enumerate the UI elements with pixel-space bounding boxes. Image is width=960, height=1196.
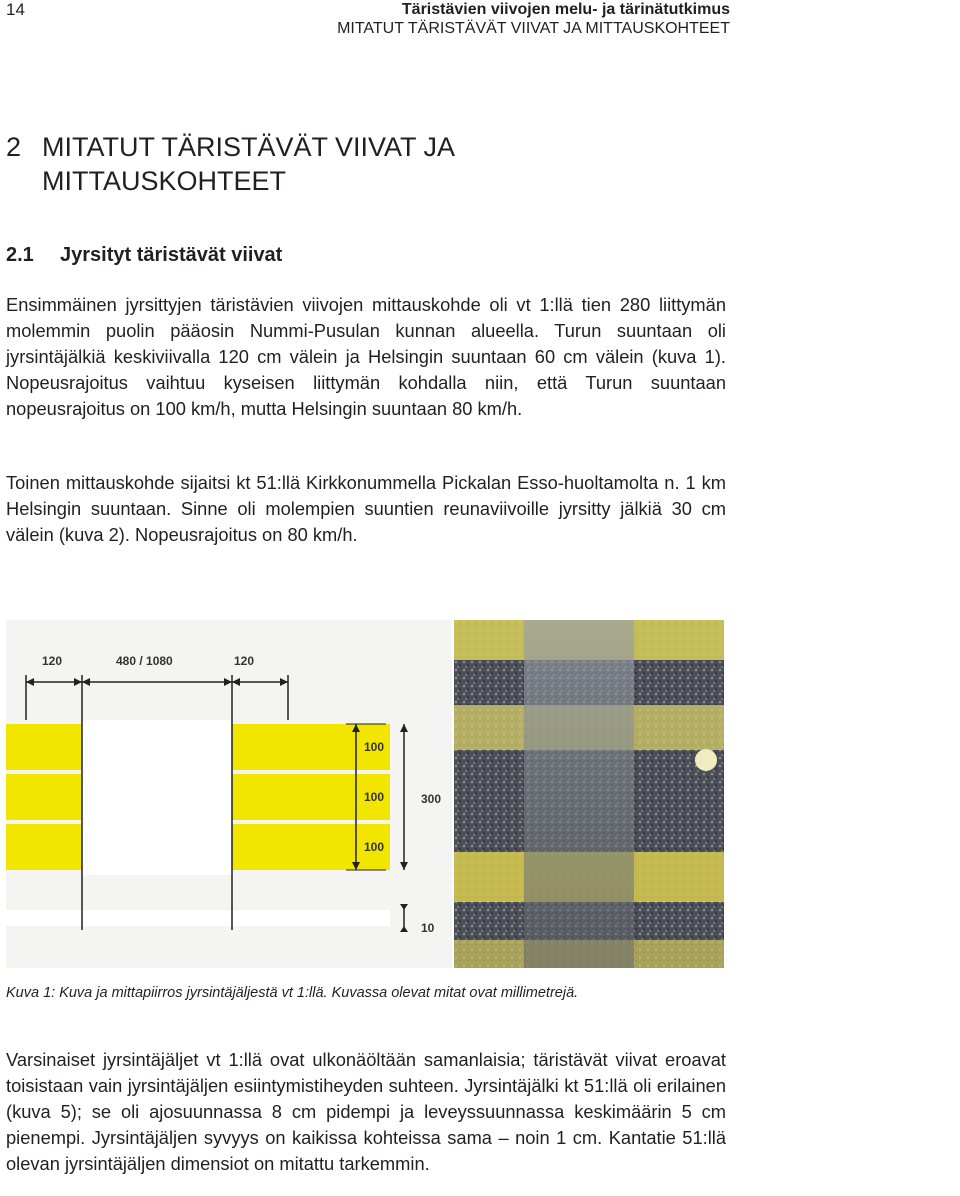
photo-svg: [454, 620, 724, 968]
page-number: 14: [6, 0, 25, 19]
dimension-drawing: [6, 620, 452, 968]
body-paragraph: Ensimmäinen jyrsittyjen täristävien viivojen mittauskohde oli vt 1:llä tien 280 liittymän molemmin puolin pääosin Nummi-Pusulan kunnan alueella. Turun suuntaan oli jyrsintäjälkiä keskiviivalla 120 cm välein ja Helsingin suuntaan 60 cm välein (kuva 1). Nopeusrajoitus vaihtuu kyseisen liittymän kohdalla niin, että Turun suuntaan nopeusrajoitus on 100 km/h, mutta Helsingin suuntaan 80 km/h.: [6, 294, 726, 419]
dim-label-bottom: 10: [421, 921, 435, 935]
chapter-number: 2: [6, 132, 22, 162]
dim-label-right-1: 100: [364, 740, 385, 754]
chapter-title-line2: MITTAUSKOHTEET: [42, 166, 287, 196]
dim-label-right-2: 100: [364, 790, 385, 804]
body-paragraph: Toinen mittauskohde sijaitsi kt 51:llä Kirkkonummella Pickalan Esso-huoltamolta n. 1 km Helsingin suuntaan. Sinne oli molempien suuntien reunaviivoille jyrsitty jälkiä 30 cm välein (kuva 2). Nopeusrajoitus on 80 km/h.: [6, 472, 726, 545]
dim-label-right-3: 100: [364, 840, 385, 854]
section-title: Jyrsityt täristävät viivat: [60, 244, 283, 266]
chapter-heading: [6, 130, 455, 198]
figure-caption: Kuva 1: Kuva ja mittapiirros jyrsintäjäljestä vt 1:llä. Kuvassa olevat mitat ovat millimetrejä.: [6, 985, 579, 1001]
figure-1: [6, 620, 724, 968]
dim-label-total: 300: [421, 792, 442, 806]
rumble-strip-photo: [454, 620, 724, 968]
milled-gap: [82, 720, 232, 875]
dim-label-top-left: 120: [42, 654, 63, 668]
section-heading: [6, 244, 282, 267]
dim-label-top-right: 120: [234, 654, 255, 668]
section-number: 2.1: [6, 244, 34, 266]
chapter-title-line1: MITATUT TÄRISTÄVÄT VIIVAT JA: [42, 132, 456, 162]
running-subtitle: MITATUT TÄRISTÄVÄT VIIVAT JA MITTAUSKOHTEET: [337, 20, 730, 37]
running-header: [337, 0, 730, 38]
dimension-drawing-svg: [6, 620, 452, 968]
dim-label-top-middle: 480 / 1080: [116, 654, 173, 668]
running-title: Täristävien viivojen melu- ja tärinätutkimus: [401, 1, 730, 18]
body-paragraph: Varsinaiset jyrsintäjäljet vt 1:llä ovat ulkonäöltään samanlaisia; täristävät viivat eroavat toisistaan vain jyrsintäjäljen esiintymistiheyden suhteen. Jyrsintäjälki kt 51:llä oli erilainen (kuva 5); se oli ajosuunnassa 8 cm pidempi ja leveyssuunnassa keskimäärin 5 cm pienempi. Jyrsintäjäljen syvyys on kaikissa kohteissa sama – noin 1 cm. Kantatie 51:llä olevan jyrsintäjäljen dimensiot on mitattu tarkemmin.: [6, 1049, 726, 1174]
